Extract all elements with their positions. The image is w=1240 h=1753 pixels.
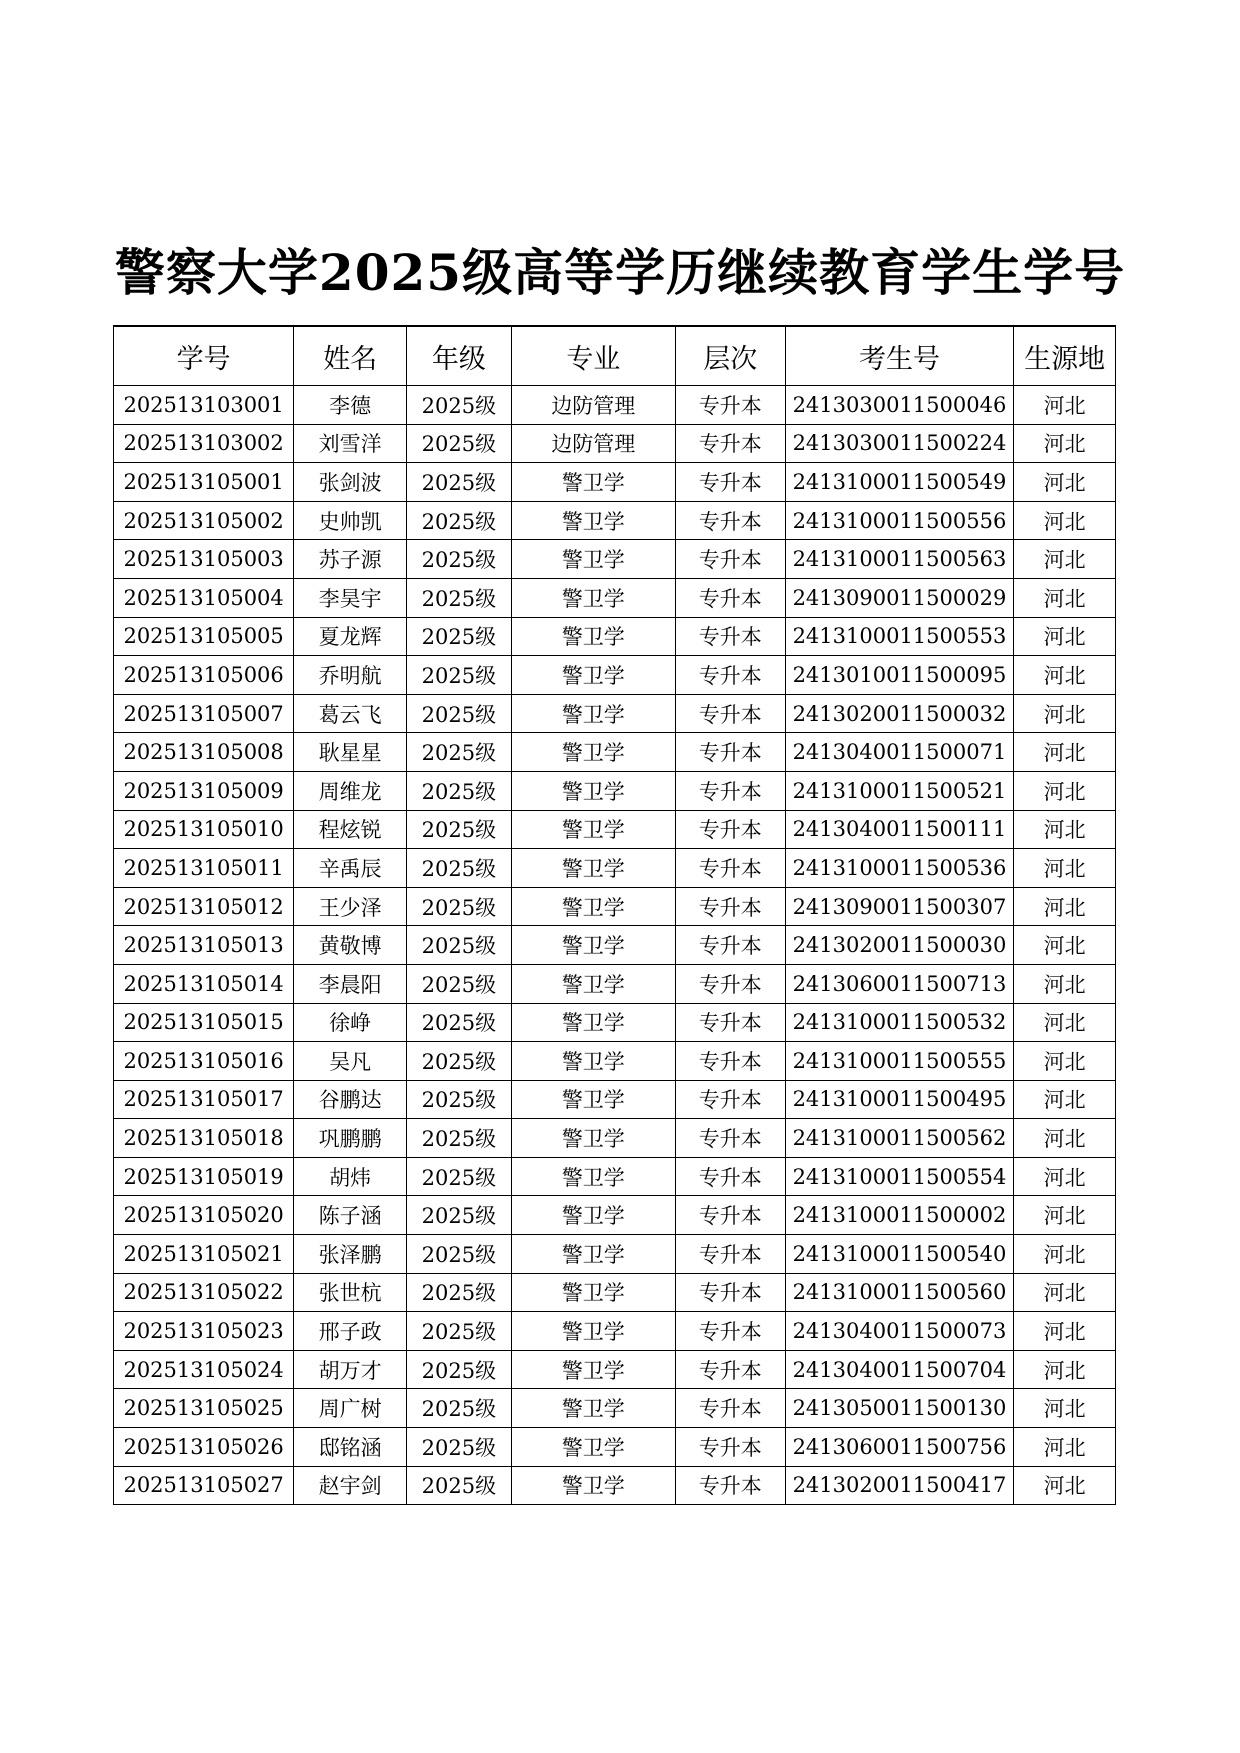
cell-level: 专升本	[675, 1157, 785, 1196]
cell-name: 葛云飞	[294, 694, 407, 733]
cell-exam-number: 2413100011500553	[785, 617, 1014, 656]
cell-grade: 2025级	[407, 1157, 512, 1196]
cell-name: 周维龙	[294, 771, 407, 810]
cell-major: 警卫学	[511, 578, 675, 617]
cell-major: 警卫学	[511, 810, 675, 849]
table-row	[114, 694, 1116, 733]
cell-level: 专升本	[675, 501, 785, 540]
cell-level: 专升本	[675, 1428, 785, 1467]
cell-student-id: 202513105011	[114, 849, 294, 888]
cell-name: 吴凡	[294, 1042, 407, 1081]
cell-level: 专升本	[675, 540, 785, 579]
table-row	[114, 1466, 1116, 1505]
cell-major: 警卫学	[511, 1157, 675, 1196]
cell-grade: 2025级	[407, 1196, 512, 1235]
cell-student-id: 202513105005	[114, 617, 294, 656]
cell-major: 警卫学	[511, 1235, 675, 1274]
cell-exam-number: 2413100011500560	[785, 1273, 1014, 1312]
cell-name: 史帅凯	[294, 501, 407, 540]
cell-grade: 2025级	[407, 424, 512, 463]
cell-name: 张泽鹏	[294, 1235, 407, 1274]
cell-student-id: 202513105018	[114, 1119, 294, 1158]
table-row	[114, 964, 1116, 1003]
cell-grade: 2025级	[407, 463, 512, 502]
cell-major: 警卫学	[511, 656, 675, 695]
table-row	[114, 1273, 1116, 1312]
cell-name: 谷鹏达	[294, 1080, 407, 1119]
cell-major: 警卫学	[511, 926, 675, 965]
cell-name: 周广树	[294, 1389, 407, 1428]
cell-name: 苏子源	[294, 540, 407, 579]
cell-name: 张世杭	[294, 1273, 407, 1312]
cell-origin: 河北	[1014, 1466, 1116, 1505]
table-row	[114, 578, 1116, 617]
cell-major: 警卫学	[511, 540, 675, 579]
cell-name: 胡炜	[294, 1157, 407, 1196]
cell-origin: 河北	[1014, 386, 1116, 425]
cell-student-id: 202513105006	[114, 656, 294, 695]
cell-level: 专升本	[675, 386, 785, 425]
cell-origin: 河北	[1014, 849, 1116, 888]
cell-student-id: 202513105019	[114, 1157, 294, 1196]
cell-name: 王少泽	[294, 887, 407, 926]
student-id-table	[113, 325, 1116, 1505]
table-row	[114, 733, 1116, 772]
cell-level: 专升本	[675, 694, 785, 733]
cell-exam-number: 2413090011500029	[785, 578, 1014, 617]
cell-origin: 河北	[1014, 1312, 1116, 1351]
cell-origin: 河北	[1014, 1119, 1116, 1158]
cell-exam-number: 2413100011500495	[785, 1080, 1014, 1119]
cell-student-id: 202513105010	[114, 810, 294, 849]
cell-origin: 河北	[1014, 1080, 1116, 1119]
cell-grade: 2025级	[407, 1273, 512, 1312]
table-row	[114, 540, 1116, 579]
cell-student-id: 202513105017	[114, 1080, 294, 1119]
cell-major: 警卫学	[511, 1119, 675, 1158]
column-header-origin: 生源地	[1014, 326, 1116, 386]
cell-student-id: 202513105004	[114, 578, 294, 617]
cell-grade: 2025级	[407, 656, 512, 695]
cell-exam-number: 2413100011500556	[785, 501, 1014, 540]
cell-origin: 河北	[1014, 1196, 1116, 1235]
table-row	[114, 1119, 1116, 1158]
cell-major: 警卫学	[511, 1042, 675, 1081]
cell-exam-number: 2413100011500555	[785, 1042, 1014, 1081]
table-row	[114, 771, 1116, 810]
cell-level: 专升本	[675, 926, 785, 965]
cell-grade: 2025级	[407, 1428, 512, 1467]
column-header-grade: 年级	[407, 326, 512, 386]
cell-origin: 河北	[1014, 1003, 1116, 1042]
header-row	[114, 326, 1116, 386]
table-row	[114, 1350, 1116, 1389]
cell-origin: 河北	[1014, 656, 1116, 695]
cell-name: 程炫锐	[294, 810, 407, 849]
cell-grade: 2025级	[407, 926, 512, 965]
cell-grade: 2025级	[407, 1466, 512, 1505]
cell-origin: 河北	[1014, 733, 1116, 772]
cell-origin: 河北	[1014, 1273, 1116, 1312]
table-row	[114, 810, 1116, 849]
cell-major: 警卫学	[511, 1003, 675, 1042]
cell-exam-number: 2413100011500532	[785, 1003, 1014, 1042]
cell-level: 专升本	[675, 771, 785, 810]
cell-exam-number: 2413020011500030	[785, 926, 1014, 965]
cell-grade: 2025级	[407, 694, 512, 733]
cell-exam-number: 2413040011500111	[785, 810, 1014, 849]
table-row	[114, 1003, 1116, 1042]
cell-exam-number: 2413010011500095	[785, 656, 1014, 695]
table-row	[114, 887, 1116, 926]
cell-student-id: 202513105021	[114, 1235, 294, 1274]
cell-student-id: 202513105013	[114, 926, 294, 965]
cell-major: 警卫学	[511, 1466, 675, 1505]
cell-student-id: 202513105007	[114, 694, 294, 733]
cell-level: 专升本	[675, 1389, 785, 1428]
cell-name: 张剑波	[294, 463, 407, 502]
cell-student-id: 202513105012	[114, 887, 294, 926]
cell-origin: 河北	[1014, 424, 1116, 463]
cell-grade: 2025级	[407, 1003, 512, 1042]
cell-level: 专升本	[675, 656, 785, 695]
table-row	[114, 386, 1116, 425]
cell-grade: 2025级	[407, 771, 512, 810]
cell-exam-number: 2413040011500073	[785, 1312, 1014, 1351]
cell-major: 警卫学	[511, 617, 675, 656]
table-row	[114, 656, 1116, 695]
cell-name: 巩鹏鹏	[294, 1119, 407, 1158]
cell-origin: 河北	[1014, 1235, 1116, 1274]
cell-name: 李晨阳	[294, 964, 407, 1003]
cell-major: 警卫学	[511, 771, 675, 810]
column-header-student-id: 学号	[114, 326, 294, 386]
cell-name: 黄敬博	[294, 926, 407, 965]
cell-exam-number: 2413100011500562	[785, 1119, 1014, 1158]
table-row	[114, 463, 1116, 502]
cell-exam-number: 2413020011500417	[785, 1466, 1014, 1505]
cell-student-id: 202513105015	[114, 1003, 294, 1042]
cell-major: 警卫学	[511, 694, 675, 733]
cell-exam-number: 2413100011500563	[785, 540, 1014, 579]
cell-level: 专升本	[675, 1042, 785, 1081]
cell-exam-number: 2413100011500554	[785, 1157, 1014, 1196]
cell-student-id: 202513105009	[114, 771, 294, 810]
table-row	[114, 1080, 1116, 1119]
column-header-major: 专业	[511, 326, 675, 386]
cell-grade: 2025级	[407, 617, 512, 656]
cell-grade: 2025级	[407, 1389, 512, 1428]
cell-level: 专升本	[675, 424, 785, 463]
cell-major: 边防管理	[511, 386, 675, 425]
cell-grade: 2025级	[407, 1119, 512, 1158]
cell-exam-number: 2413100011500540	[785, 1235, 1014, 1274]
cell-name: 刘雪洋	[294, 424, 407, 463]
cell-major: 警卫学	[511, 1273, 675, 1312]
cell-origin: 河北	[1014, 617, 1116, 656]
cell-name: 耿星星	[294, 733, 407, 772]
cell-level: 专升本	[675, 1196, 785, 1235]
cell-origin: 河北	[1014, 1157, 1116, 1196]
cell-student-id: 202513105016	[114, 1042, 294, 1081]
cell-origin: 河北	[1014, 964, 1116, 1003]
cell-exam-number: 2413030011500046	[785, 386, 1014, 425]
cell-name: 辛禹辰	[294, 849, 407, 888]
cell-major: 警卫学	[511, 1350, 675, 1389]
cell-major: 警卫学	[511, 1389, 675, 1428]
cell-level: 专升本	[675, 578, 785, 617]
cell-major: 边防管理	[511, 424, 675, 463]
table-header	[114, 326, 1116, 386]
cell-exam-number: 2413060011500713	[785, 964, 1014, 1003]
table-row	[114, 1428, 1116, 1467]
table-row	[114, 1389, 1116, 1428]
cell-level: 专升本	[675, 1119, 785, 1158]
cell-level: 专升本	[675, 1312, 785, 1351]
cell-level: 专升本	[675, 887, 785, 926]
cell-level: 专升本	[675, 733, 785, 772]
cell-major: 警卫学	[511, 887, 675, 926]
cell-student-id: 202513105002	[114, 501, 294, 540]
cell-origin: 河北	[1014, 540, 1116, 579]
table-row	[114, 424, 1116, 463]
table-row	[114, 849, 1116, 888]
cell-major: 警卫学	[511, 733, 675, 772]
cell-grade: 2025级	[407, 887, 512, 926]
cell-origin: 河北	[1014, 1428, 1116, 1467]
cell-origin: 河北	[1014, 694, 1116, 733]
cell-student-id: 202513105026	[114, 1428, 294, 1467]
cell-name: 邢子政	[294, 1312, 407, 1351]
cell-level: 专升本	[675, 1273, 785, 1312]
table-row	[114, 1042, 1116, 1081]
table-row	[114, 617, 1116, 656]
cell-exam-number: 2413030011500224	[785, 424, 1014, 463]
cell-student-id: 202513105001	[114, 463, 294, 502]
cell-origin: 河北	[1014, 578, 1116, 617]
cell-exam-number: 2413090011500307	[785, 887, 1014, 926]
cell-name: 夏龙辉	[294, 617, 407, 656]
column-header-exam-number: 考生号	[785, 326, 1014, 386]
cell-major: 警卫学	[511, 1196, 675, 1235]
cell-grade: 2025级	[407, 733, 512, 772]
column-header-level: 层次	[675, 326, 785, 386]
cell-major: 警卫学	[511, 849, 675, 888]
cell-origin: 河北	[1014, 771, 1116, 810]
cell-grade: 2025级	[407, 1080, 512, 1119]
cell-origin: 河北	[1014, 1350, 1116, 1389]
cell-student-id: 202513105023	[114, 1312, 294, 1351]
cell-exam-number: 2413040011500704	[785, 1350, 1014, 1389]
cell-major: 警卫学	[511, 1312, 675, 1351]
cell-name: 李德	[294, 386, 407, 425]
table-row	[114, 1157, 1116, 1196]
cell-student-id: 202513105014	[114, 964, 294, 1003]
cell-student-id: 202513105008	[114, 733, 294, 772]
cell-level: 专升本	[675, 964, 785, 1003]
cell-major: 警卫学	[511, 1428, 675, 1467]
cell-grade: 2025级	[407, 540, 512, 579]
cell-student-id: 202513105003	[114, 540, 294, 579]
cell-student-id: 202513105025	[114, 1389, 294, 1428]
cell-level: 专升本	[675, 617, 785, 656]
cell-name: 徐峥	[294, 1003, 407, 1042]
cell-exam-number: 2413100011500002	[785, 1196, 1014, 1235]
cell-major: 警卫学	[511, 964, 675, 1003]
cell-level: 专升本	[675, 1003, 785, 1042]
cell-name: 乔明航	[294, 656, 407, 695]
table-row	[114, 501, 1116, 540]
cell-student-id: 202513105024	[114, 1350, 294, 1389]
cell-level: 专升本	[675, 849, 785, 888]
cell-name: 陈子涵	[294, 1196, 407, 1235]
cell-level: 专升本	[675, 1350, 785, 1389]
cell-grade: 2025级	[407, 810, 512, 849]
cell-name: 李昊宇	[294, 578, 407, 617]
cell-level: 专升本	[675, 1235, 785, 1274]
table-row	[114, 926, 1116, 965]
cell-major: 警卫学	[511, 1080, 675, 1119]
table-row	[114, 1312, 1116, 1351]
cell-origin: 河北	[1014, 501, 1116, 540]
cell-origin: 河北	[1014, 810, 1116, 849]
cell-exam-number: 2413040011500071	[785, 733, 1014, 772]
cell-origin: 河北	[1014, 1042, 1116, 1081]
cell-exam-number: 2413100011500549	[785, 463, 1014, 502]
cell-exam-number: 2413100011500521	[785, 771, 1014, 810]
cell-grade: 2025级	[407, 964, 512, 1003]
cell-grade: 2025级	[407, 849, 512, 888]
cell-exam-number: 2413050011500130	[785, 1389, 1014, 1428]
cell-grade: 2025级	[407, 1312, 512, 1351]
cell-origin: 河北	[1014, 1389, 1116, 1428]
cell-name: 胡万才	[294, 1350, 407, 1389]
cell-student-id: 202513105020	[114, 1196, 294, 1235]
page-title: 警察大学2025级高等学历继续教育学生学号	[114, 243, 1126, 302]
cell-origin: 河北	[1014, 463, 1116, 502]
cell-student-id: 202513105027	[114, 1466, 294, 1505]
cell-major: 警卫学	[511, 463, 675, 502]
cell-level: 专升本	[675, 1466, 785, 1505]
cell-student-id: 202513105022	[114, 1273, 294, 1312]
cell-origin: 河北	[1014, 926, 1116, 965]
cell-name: 赵宇剑	[294, 1466, 407, 1505]
cell-level: 专升本	[675, 1080, 785, 1119]
cell-grade: 2025级	[407, 1350, 512, 1389]
cell-name: 邸铭涵	[294, 1428, 407, 1467]
cell-origin: 河北	[1014, 887, 1116, 926]
table-row	[114, 1196, 1116, 1235]
cell-major: 警卫学	[511, 501, 675, 540]
cell-grade: 2025级	[407, 578, 512, 617]
table-body	[114, 386, 1116, 1505]
cell-student-id: 202513103001	[114, 386, 294, 425]
cell-exam-number: 2413100011500536	[785, 849, 1014, 888]
cell-grade: 2025级	[407, 386, 512, 425]
cell-grade: 2025级	[407, 1235, 512, 1274]
cell-student-id: 202513103002	[114, 424, 294, 463]
cell-level: 专升本	[675, 463, 785, 502]
column-header-name: 姓名	[294, 326, 407, 386]
cell-exam-number: 2413020011500032	[785, 694, 1014, 733]
cell-grade: 2025级	[407, 501, 512, 540]
cell-level: 专升本	[675, 810, 785, 849]
table-row	[114, 1235, 1116, 1274]
cell-grade: 2025级	[407, 1042, 512, 1081]
cell-exam-number: 2413060011500756	[785, 1428, 1014, 1467]
